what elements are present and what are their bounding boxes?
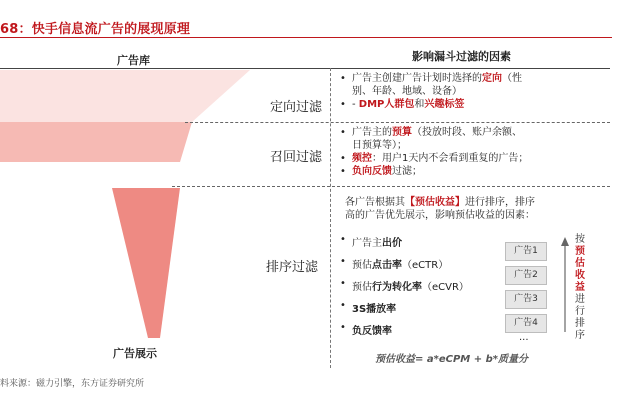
factor-bullet	[338, 85, 522, 98]
separator-2	[172, 186, 610, 187]
text-run: 3S播放率	[352, 304, 397, 315]
text-run: 广告主创建广告计划时选择的	[352, 73, 482, 84]
text-run: 行为转化率	[372, 282, 422, 293]
recall-bullets	[338, 126, 528, 178]
ranked-ad-chip: 广告4	[505, 314, 547, 333]
sort-instruction	[574, 234, 586, 342]
column-divider	[330, 68, 331, 368]
text-run: 和	[414, 99, 425, 110]
factor-bullet	[338, 152, 528, 165]
sort-instruction-char: 行	[575, 306, 585, 317]
funnel-segment-recall	[0, 122, 192, 162]
sort-instruction-char: 预	[575, 246, 585, 257]
ranking-factor	[338, 322, 392, 337]
sort-instruction-char: 益	[575, 282, 585, 293]
stage-targeting-label: 定向过滤	[270, 100, 323, 115]
highlight-text: DMP人群包	[358, 99, 415, 110]
text-run: 各广告根据其	[345, 197, 405, 208]
highlight-text: 定向	[482, 73, 502, 84]
text-run: -	[352, 99, 359, 110]
ranking-intro	[345, 196, 535, 222]
sort-instruction-char: 进	[575, 294, 585, 305]
ranked-ad-chip: 广告1	[505, 242, 547, 261]
sort-instruction-char: 序	[575, 330, 585, 341]
text-run: 别、年龄、地域、设备）	[352, 86, 462, 97]
highlight-text: 【预估收益】	[405, 197, 465, 208]
text-run: 高的广告优先展示，影响预估收益的因素：	[345, 210, 535, 221]
sort-instruction-char: 按	[575, 234, 585, 245]
factor-bullet	[338, 165, 528, 178]
sort-instruction-char: 排	[575, 318, 585, 329]
text-run: （投放时段、账户余额、	[412, 127, 522, 138]
more-ads-ellipsis: ...	[519, 332, 529, 343]
ranking-factor	[338, 300, 396, 315]
ranked-ad-chip: 广告3	[505, 290, 547, 309]
ad-display-label: 广告展示	[113, 347, 157, 360]
text-run: 预估	[352, 260, 372, 271]
text-run: 过滤；	[392, 166, 422, 177]
factor-bullet	[338, 98, 522, 111]
funnel-segment-ranking	[112, 188, 180, 338]
factor-bullet	[338, 126, 528, 139]
funnel-segment-targeting	[0, 70, 250, 122]
ad-library-label: 广告库	[117, 54, 150, 67]
text-run: 负反馈率	[352, 326, 392, 337]
header-rule	[0, 68, 610, 69]
revenue-formula: 预估收益= a*eCPM + b*质量分	[375, 354, 528, 365]
factor-bullet	[338, 139, 528, 152]
text-run: 日预算等）；	[352, 140, 407, 151]
text-run: 预估	[352, 282, 372, 293]
ranking-factor	[338, 234, 402, 249]
targeting-bullets	[338, 72, 522, 111]
text-run: 广告主的	[352, 127, 392, 138]
factor-bullet	[338, 72, 522, 85]
ranked-ad-chip: 广告2	[505, 266, 547, 285]
funnel-graphic	[0, 40, 260, 370]
ranking-factor	[338, 278, 469, 293]
stage-ranking-label: 排序过滤	[266, 260, 319, 275]
sort-instruction-char: 估	[575, 258, 585, 269]
text-run: 广告主	[352, 238, 382, 249]
highlight-text: 预算	[392, 127, 412, 138]
text-run: （eCVR）	[422, 282, 469, 293]
intro-line	[345, 196, 535, 209]
ranking-factor	[338, 256, 448, 271]
highlight-text: 兴趣标签	[424, 99, 465, 110]
text-run: （性	[502, 73, 522, 84]
highlight-text: 频控	[352, 153, 372, 164]
separator-1	[185, 122, 610, 123]
text-run: 出价	[382, 238, 402, 249]
sort-instruction-char: 收	[575, 270, 585, 281]
text-run: 进行排序，排序	[465, 197, 535, 208]
stage-recall-label: 召回过滤	[270, 150, 323, 165]
text-run: ：用户1天内不会看到重复的广告；	[372, 153, 529, 164]
text-run: （eCTR）	[402, 260, 449, 271]
source-note: 料来源：磁力引擎，东方证券研究所	[0, 379, 145, 389]
intro-line	[345, 209, 535, 222]
highlight-text: 负向反馈	[352, 166, 392, 177]
figure-title: 68：快手信息流广告的展现原理	[0, 22, 191, 37]
text-run: 点击率	[372, 260, 402, 271]
factors-header: 影响漏斗过滤的因素	[412, 50, 511, 63]
sort-arrow-icon	[560, 236, 570, 336]
title-rule	[0, 37, 612, 38]
